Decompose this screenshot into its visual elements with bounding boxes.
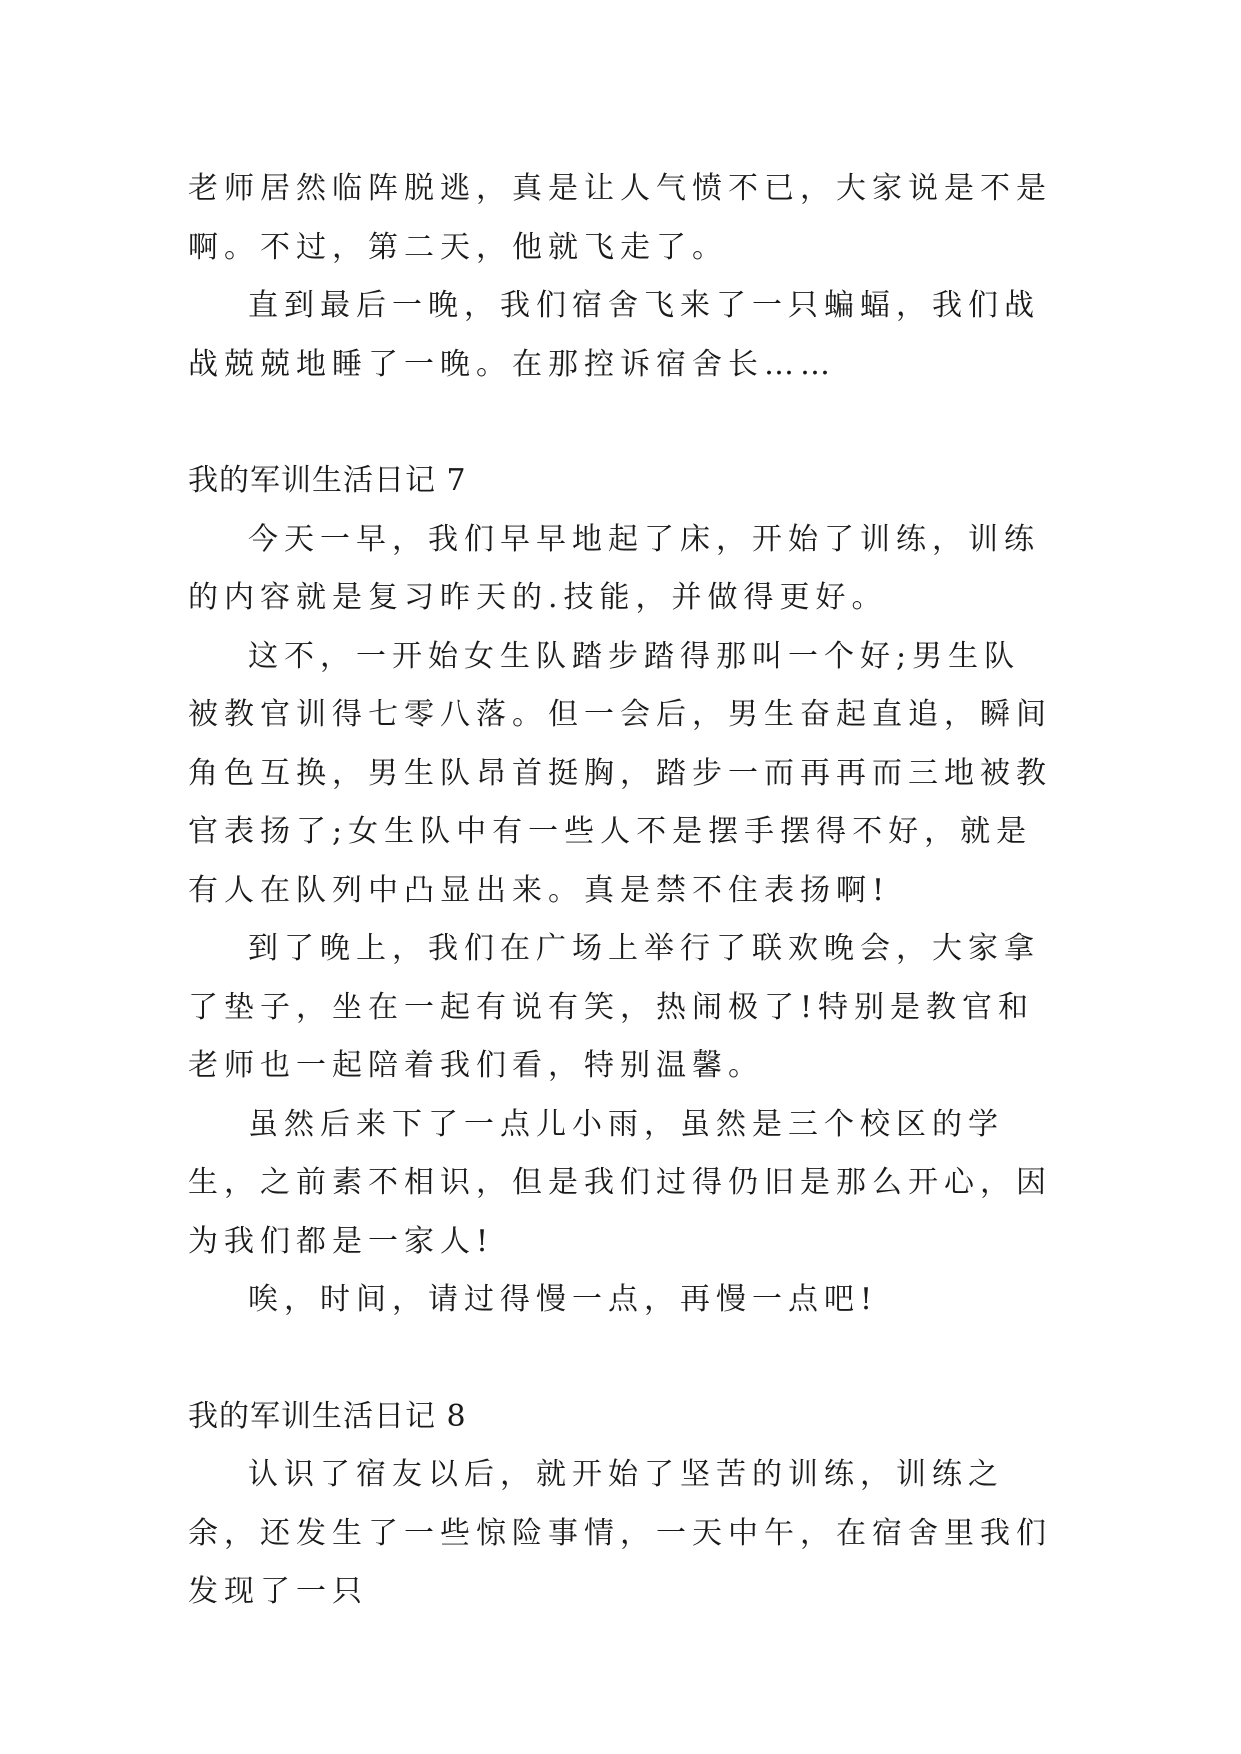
document-body — [188, 160, 1056, 1622]
paragraph: 唉，时间，请过得慢一点，再慢一点吧! — [248, 1282, 879, 1317]
section-heading: 我的军训生活日记 7 — [188, 463, 467, 498]
paragraph: 认识了宿友以后，就开始了坚苦的训练，训练之余，还发生了一些惊险事情，一天中午，在宿舍里我们发现了一只 — [188, 1457, 1052, 1609]
section-heading: 我的军训生活日记 8 — [188, 1398, 467, 1434]
paragraph: 今天一早，我们早早地起了床，开始了训练，训练的内容就是复习昨天的.技能，并做得更好。 — [188, 521, 1040, 615]
paragraph: 直到最后一晚，我们宿舍飞来了一只蝙蝠，我们战战兢兢地睡了一晚。在那控诉宿舍长…… — [188, 288, 1040, 382]
paragraph: 这不，一开始女生队踏步踏得那叫一个好;男生队被教官训得七零八落。但一会后，男生奋起直追，瞬间角色互换，男生队昂首挺胸，踏步一而再再而三地被教官表扬了;女生队中有一些人不是摆手摆得不好，就是有人在队列中凸显出来。真是禁不住表扬啊! — [188, 638, 1052, 908]
paragraph: 到了晚上，我们在广场上举行了联欢晚会，大家拿了垫子，坐在一起有说有笑，热闹极了!特别是教官和老师也一起陪着我们看，特别温馨。 — [188, 931, 1040, 1083]
paragraph: 虽然后来下了一点儿小雨，虽然是三个校区的学生，之前素不相识，但是我们过得仍旧是那么开心，因为我们都是一家人! — [188, 1106, 1052, 1259]
paragraph: 老师居然临阵脱逃，真是让人气愤不已，大家说是不是啊。不过，第二天，他就飞走了。 — [188, 171, 1052, 265]
